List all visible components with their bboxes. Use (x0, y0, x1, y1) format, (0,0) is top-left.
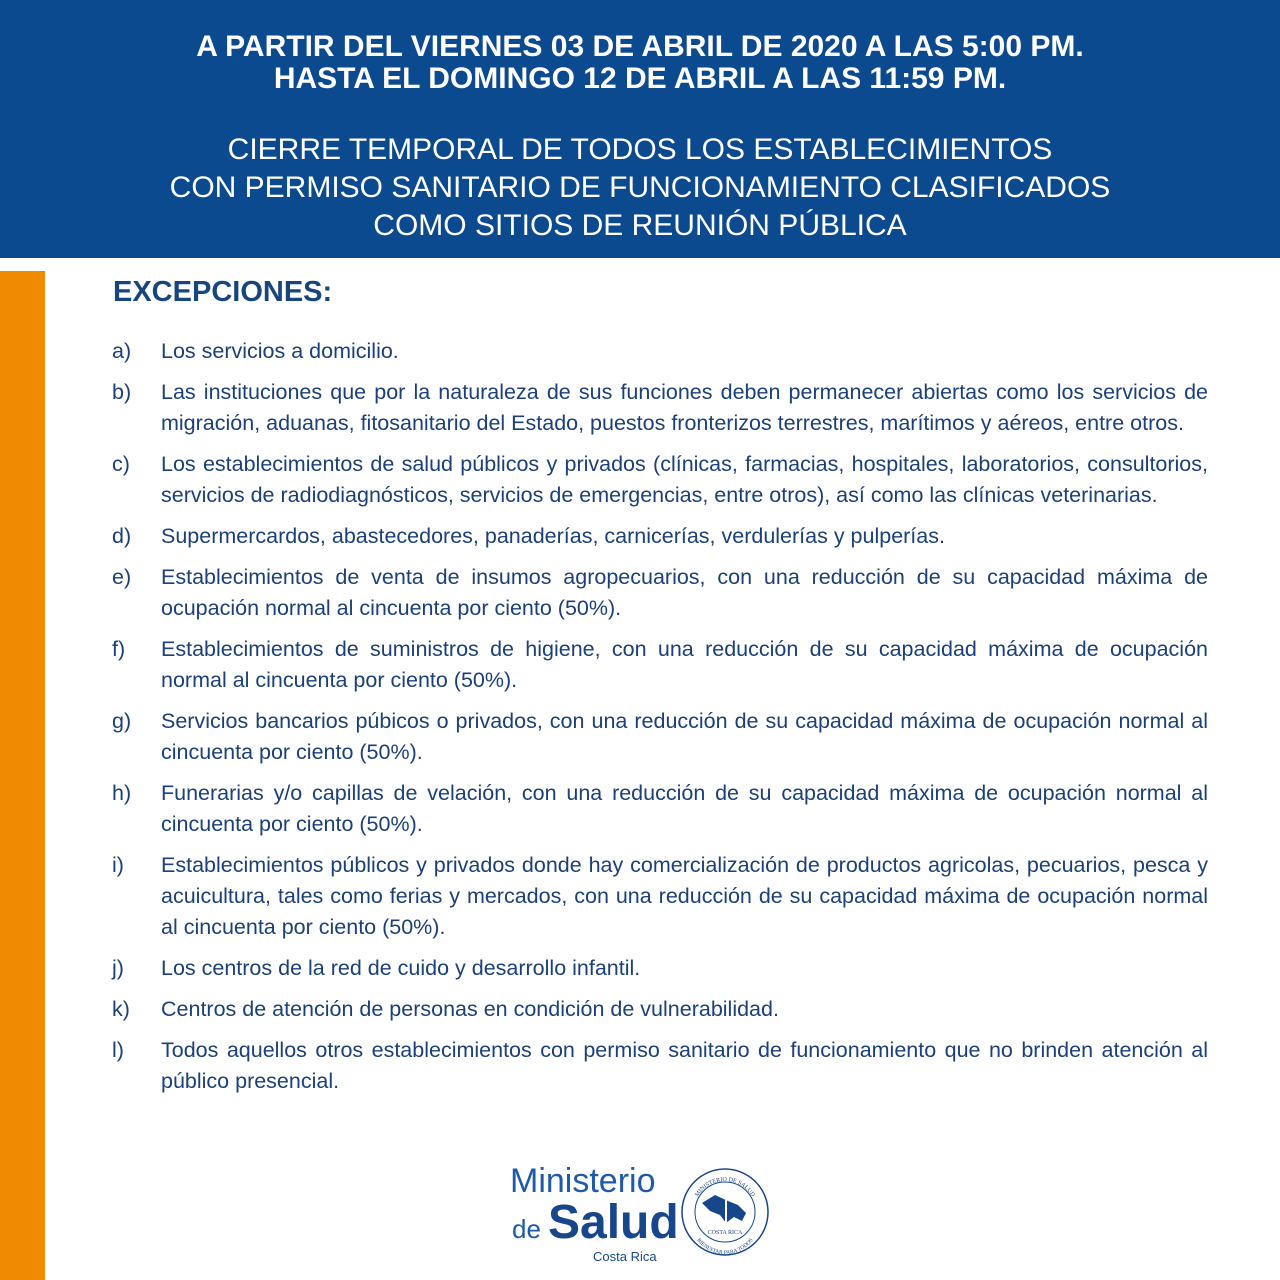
item-label: d) (112, 524, 132, 548)
svg-text:COSTA RICA: COSTA RICA (707, 1230, 743, 1236)
item-text: Funerarias y/o capillas de velación, con una reducción de su capacidad máxima de ocupación normal al cincuenta por ciento (50%). (161, 781, 1208, 836)
item-label: k) (112, 997, 130, 1021)
exception-item (112, 377, 1208, 439)
exception-item (112, 521, 1208, 552)
ministry-seal-icon (680, 1167, 770, 1257)
item-label: f) (112, 637, 126, 661)
exception-item (112, 994, 1208, 1025)
item-text: Establecimientos de venta de insumos agropecuarios, con una reducción de su capacidad máxima de ocupación normal al cincuenta por ciento (50%). (161, 565, 1208, 620)
orange-accent-stripe (0, 271, 45, 1280)
header-banner (0, 0, 1280, 258)
exception-item (112, 449, 1208, 511)
date-line-1: A PARTIR DEL VIERNES 03 DE ABRIL DE 2020 A LAS 5:00 PM. (196, 30, 1084, 63)
item-label: e) (112, 565, 132, 589)
logo-ministerio: Ministerio (510, 1162, 656, 1200)
svg-text:BIENESTAR PARA TODOS: BIENESTAR PARA TODOS (695, 1237, 755, 1257)
date-range (0, 31, 1280, 95)
item-label: c) (112, 452, 130, 476)
subtitle-line-2: CON PERMISO SANITARIO DE FUNCIONAMIENTO CLASIFICADOS (169, 171, 1111, 204)
exception-item (112, 634, 1208, 696)
exception-item (112, 336, 1208, 367)
item-text: Centros de atención de personas en condición de vulnerabilidad. (161, 997, 779, 1021)
closure-notice (0, 131, 1280, 245)
svg-text:MINISTERIO DE SALUD: MINISTERIO DE SALUD (694, 1176, 756, 1198)
item-text: Supermercardos, abastecedores, panaderías, carnicerías, verdulerías y pulperías. (161, 524, 945, 548)
item-text: Los establecimientos de salud públicos y privados (clínicas, farmacias, hospitales, laboratorios, consultorios, servicios de radiodiagnósticos, servicios de emergencias, entre otros), así como las clínicas veterinarias. (161, 452, 1208, 507)
item-label: i) (112, 853, 124, 877)
item-text: Establecimientos públicos y privados donde hay comercialización de productos agricolas, pecuarios, pesca y acuicultura, tales como ferias y mercados, con una reducción de su capacidad máxima de ocupación normal al cincuenta por ciento (50%). (161, 853, 1208, 939)
exceptions-list (112, 336, 1208, 1107)
exception-item (112, 778, 1208, 840)
exception-item (112, 850, 1208, 943)
ministerio-de-salud-logo (508, 1163, 770, 1267)
exception-item (112, 562, 1208, 624)
item-label: b) (112, 380, 132, 404)
item-label: g) (112, 709, 132, 733)
exception-item (112, 953, 1208, 984)
logo-salud: Salud (548, 1196, 679, 1249)
item-label: h) (112, 781, 132, 805)
item-label: j) (112, 956, 124, 980)
logo-costa-rica: Costa Rica (593, 1249, 657, 1264)
item-text: Los centros de la red de cuido y desarrollo infantil. (161, 956, 641, 980)
item-text: Todos aquellos otros establecimientos con permiso sanitario de funcionamiento que no brinden atención al público presencial. (161, 1038, 1208, 1093)
item-label: a) (112, 339, 132, 363)
logo-de: de (512, 1214, 541, 1244)
exception-item (112, 706, 1208, 768)
subtitle-line-3: COMO SITIOS DE REUNIÓN PÚBLICA (373, 209, 907, 242)
item-label: l) (112, 1038, 124, 1062)
exception-item (112, 1035, 1208, 1097)
exceptions-title: EXCEPCIONES: (113, 276, 333, 308)
item-text: Los servicios a domicilio. (161, 339, 399, 363)
item-text: Establecimientos de suministros de higiene, con una reducción de su capacidad máxima de ocupación normal al cincuenta por ciento (50%). (161, 637, 1208, 692)
item-text: Las instituciones que por la naturaleza de sus funciones deben permanecer abiertas como los servicios de migración, aduanas, fitosanitario del Estado, puestos fronterizos terrestres, marítimos y aéreos, entre otros. (161, 380, 1208, 435)
date-line-2: HASTA EL DOMINGO 12 DE ABRIL A LAS 11:59 PM. (273, 62, 1007, 95)
subtitle-line-1: CIERRE TEMPORAL DE TODOS LOS ESTABLECIMIENTOS (227, 133, 1053, 166)
item-text: Servicios bancarios púbicos o privados, con una reducción de su capacidad máxima de ocupación normal al cincuenta por ciento (50%). (161, 709, 1208, 764)
